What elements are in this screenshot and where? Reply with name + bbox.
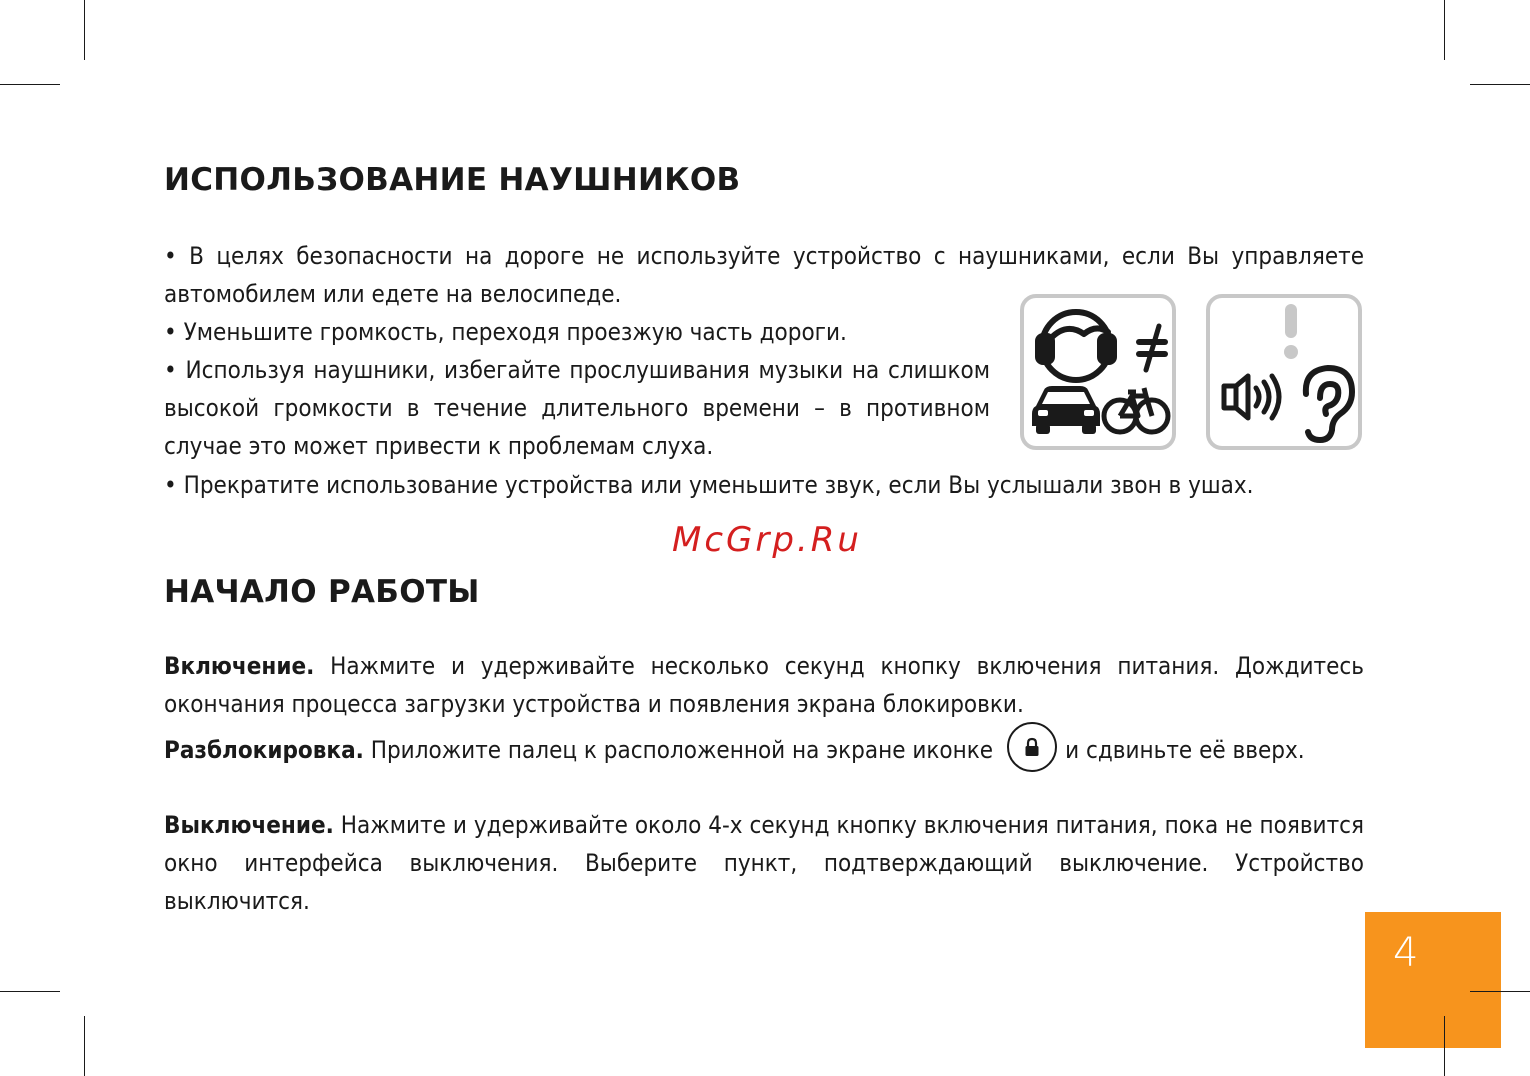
- crop-mark: [1470, 991, 1530, 992]
- bicycle-icon: [1104, 388, 1168, 432]
- bullet-reduce-volume: • Уменьшите громкость, переходя проезжую часть дороги.: [164, 318, 847, 346]
- car-icon: [1032, 386, 1100, 434]
- section-title-getting-started: НАЧАЛО РАБОТЫ: [164, 574, 480, 610]
- power-on-label: Включение.: [164, 652, 315, 680]
- exclamation-icon: [1210, 298, 1358, 446]
- headphones-person-icon: [1024, 298, 1172, 446]
- crop-mark: [1444, 1016, 1445, 1076]
- power-off-paragraph: [164, 806, 1364, 920]
- unlock-label: Разблокировка.: [164, 736, 364, 764]
- no-headphones-driving-pictogram: [1020, 294, 1176, 450]
- hearing-warning-pictogram: [1206, 294, 1362, 450]
- ear-icon: [1306, 368, 1352, 440]
- page-number-tab: [1365, 912, 1501, 1048]
- section-title-headphones: ИСПОЛЬЗОВАНИЕ НАУШНИКОВ: [164, 162, 741, 198]
- crop-mark: [84, 1016, 85, 1076]
- unlock-text: Приложите палец к расположенной на экране иконке: [363, 736, 994, 764]
- power-on-text: Нажмите и удерживайте несколько секунд кнопку включения питания. Дождитесь окончания процесса загрузки устройства и появления экрана блокировки.: [164, 652, 1364, 718]
- page-number: 4: [1393, 930, 1419, 976]
- bullet-hearing: • Используя наушники, избегайте прослушивания музыки на слишком высокой громкости в течение длительного времени – в противном случае это может привести к проблемам слуха.: [164, 356, 990, 460]
- power-on-paragraph: [164, 647, 1364, 723]
- crop-mark: [1444, 0, 1445, 60]
- bullet-ringing: • Прекратите использование устройства или уменьшите звук, если Вы услышали звон в ушах.: [164, 471, 1254, 499]
- bullet-road-safety: • В целях безопасности на дороге не используйте устройство с наушниками, если Вы управляете автомобилем или едете на велосипеде.: [164, 242, 1364, 308]
- unlock-text-end: и сдвиньте её вверх.: [1065, 736, 1305, 764]
- crop-mark: [0, 84, 60, 85]
- crop-mark: [1470, 84, 1530, 85]
- watermark: McGrp.Ru: [672, 520, 862, 560]
- speaker-icon: [1224, 376, 1279, 418]
- lock-icon: [1007, 722, 1057, 772]
- unlock-paragraph: [164, 730, 1364, 772]
- crop-mark: [84, 0, 85, 60]
- power-off-text: Нажмите и удерживайте около 4-х секунд кнопку включения питания, пока не появится окно интерфейса выключения. Выберите пункт, подтверждающий выключение. Устройство выключится.: [164, 811, 1364, 915]
- crop-mark: [0, 991, 60, 992]
- power-off-label: Выключение.: [164, 811, 334, 839]
